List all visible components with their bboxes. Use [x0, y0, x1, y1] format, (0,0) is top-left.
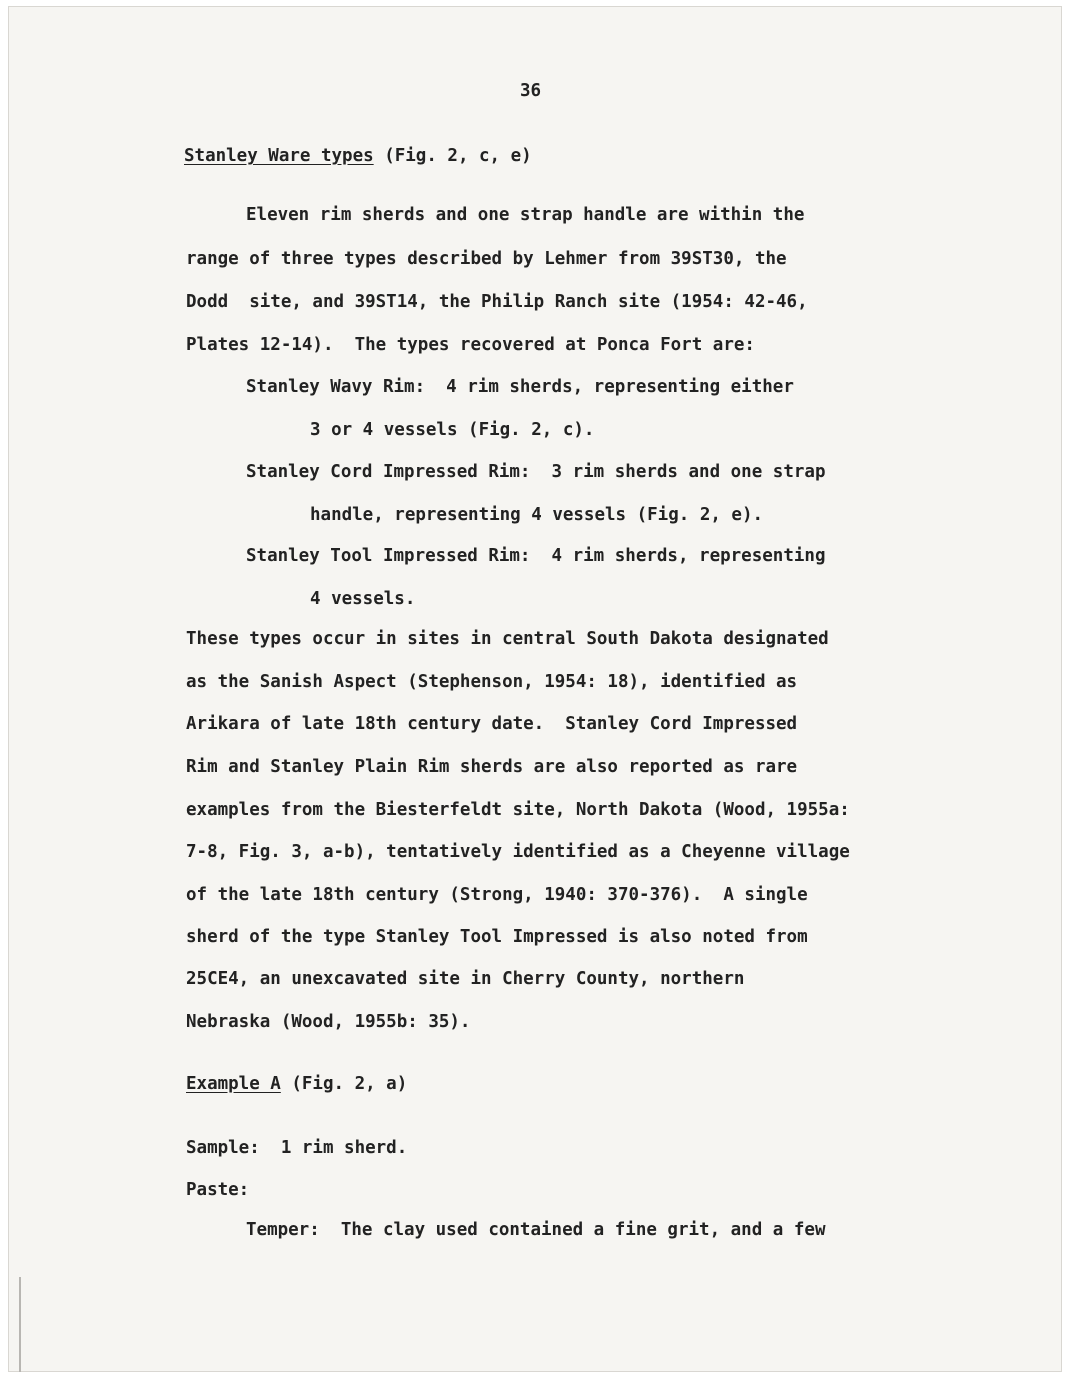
type-entry-line: 3 or 4 vessels (Fig. 2, c). [310, 420, 595, 440]
section-heading-figure-ref: (Fig. 2, c, e) [373, 146, 532, 166]
type-entry-line: Stanley Wavy Rim: 4 rim sherds, representing either [246, 377, 794, 397]
example-heading-figure-ref: (Fig. 2, a) [280, 1074, 408, 1094]
section-heading-title: Stanley Ware types [184, 146, 374, 166]
scan-edge-mark [19, 1277, 21, 1372]
paragraph-line: range of three types described by Lehmer from 39ST30, the [186, 249, 787, 269]
paragraph-line: as the Sanish Aspect (Stephenson, 1954: 18), identified as [186, 672, 798, 692]
paragraph-line: Dodd site, and 39ST14, the Philip Ranch site (1954: 42-46, [186, 292, 808, 312]
example-heading [186, 1073, 407, 1095]
paste-label: Paste: [186, 1180, 250, 1200]
paragraph-line: examples from the Biesterfeldt site, North Dakota (Wood, 1955a: [186, 800, 850, 820]
paragraph-line: sherd of the type Stanley Tool Impressed is also noted from [186, 927, 808, 947]
temper-line: Temper: The clay used contained a fine grit, and a few [246, 1220, 826, 1240]
type-entry-line: handle, representing 4 vessels (Fig. 2, e). [310, 505, 764, 525]
sample-line: Sample: 1 rim sherd. [186, 1138, 408, 1158]
paragraph-line: Arikara of late 18th century date. Stanley Cord Impressed [186, 714, 798, 734]
paragraph-line: 25CE4, an unexcavated site in Cherry County, northern [186, 969, 745, 989]
paragraph-line: of the late 18th century (Strong, 1940: 370-376). A single [186, 885, 808, 905]
paragraph-line: Nebraska (Wood, 1955b: 35). [186, 1012, 471, 1032]
type-entry-line: 4 vessels. [310, 589, 416, 609]
example-heading-title: Example A [186, 1074, 281, 1094]
type-entry-line: Stanley Tool Impressed Rim: 4 rim sherds, representing [246, 546, 826, 566]
paragraph-line: Eleven rim sherds and one strap handle are within the [246, 205, 805, 225]
paragraph-line: These types occur in sites in central South Dakota designated [186, 629, 829, 649]
type-entry-line: Stanley Cord Impressed Rim: 3 rim sherds and one strap [246, 462, 826, 482]
paragraph-line: 7-8, Fig. 3, a-b), tentatively identified as a Cheyenne village [186, 842, 850, 862]
section-heading [184, 145, 532, 167]
page-number: 36 [520, 81, 542, 101]
paragraph-line: Rim and Stanley Plain Rim sherds are also reported as rare [186, 757, 798, 777]
paragraph-line: Plates 12-14). The types recovered at Ponca Fort are: [186, 335, 755, 355]
